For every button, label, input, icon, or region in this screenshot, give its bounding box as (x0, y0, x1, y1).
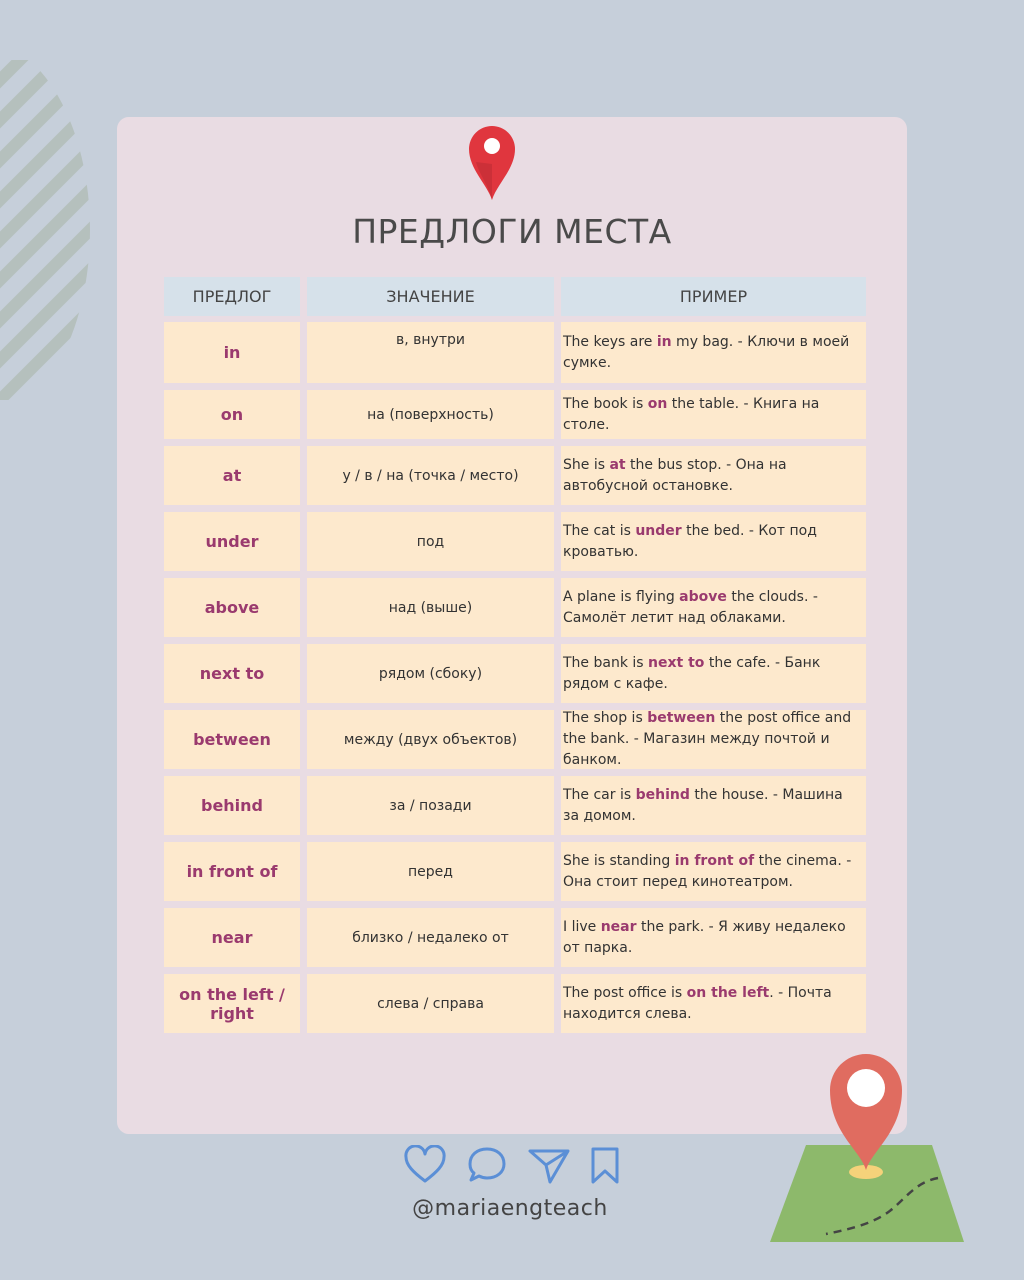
table-cell-meaning: слева / справа (307, 974, 554, 1033)
table-cell-example (561, 776, 866, 835)
table-cell-example (561, 446, 866, 505)
table-header-prep: ПРЕДЛОГ (164, 277, 300, 316)
example-text-before: The post office is (563, 984, 687, 1001)
example-highlight: behind (635, 786, 690, 803)
example-highlight: in (656, 333, 672, 350)
example-text-after: my bag. - Ключи в моей сумке. (563, 333, 850, 371)
table-cell-meaning: за / позади (307, 776, 554, 835)
example-text (563, 983, 862, 1025)
table-cell-example (561, 644, 866, 703)
example-text-after: the bus stop. - Она на автобусной остановке. (563, 456, 787, 494)
example-highlight: in front of (674, 852, 755, 869)
example-highlight: on (647, 395, 668, 412)
example-text-after: the house. - Машина за домом. (563, 786, 843, 824)
example-text-before: The bank is (563, 654, 649, 671)
location-pin-icon (467, 124, 517, 200)
example-text-after: . - Почта находится слева. (563, 984, 832, 1022)
example-text-before: The car is (563, 786, 636, 803)
table-cell-example (561, 390, 866, 439)
example-highlight: near (600, 918, 637, 935)
example-text-after: the park. - Я живу недалеко от парка. (563, 918, 846, 956)
example-text-after: the cinema. - Она стоит перед кинотеатром. (563, 852, 852, 890)
example-text (563, 653, 862, 695)
example-text-after: the table. - Книга на столе. (563, 395, 820, 433)
example-text-before: She is (563, 456, 610, 473)
table-cell-preposition: under (164, 512, 300, 571)
table-cell-preposition: in front of (164, 842, 300, 901)
example-text-before: I live (563, 918, 601, 935)
table-cell-preposition: on the left / right (164, 974, 300, 1033)
table-cell-meaning: близко / недалеко от (307, 908, 554, 967)
account-handle[interactable]: @mariaengteach (412, 1196, 608, 1221)
table-cell-preposition: next to (164, 644, 300, 703)
table-cell-example (561, 974, 866, 1033)
example-text (563, 587, 862, 629)
heart-icon[interactable] (403, 1145, 447, 1185)
table-cell-example (561, 842, 866, 901)
example-text (563, 785, 862, 827)
table-cell-meaning: перед (307, 842, 554, 901)
table-header-example: ПРИМЕР (561, 277, 866, 316)
example-text-after: the clouds. - Самолёт летит над облаками. (563, 588, 818, 626)
table-cell-example (561, 908, 866, 967)
table-cell-preposition: at (164, 446, 300, 505)
bookmark-icon[interactable] (588, 1145, 622, 1185)
table-cell-meaning: у / в / на (точка / место) (307, 446, 554, 505)
example-text (563, 917, 862, 959)
comment-icon[interactable] (466, 1145, 508, 1185)
table-cell-example (561, 710, 866, 769)
table-cell-meaning: над (выше) (307, 578, 554, 637)
example-text-before: She is standing (563, 852, 675, 869)
table-cell-example (561, 512, 866, 571)
example-highlight: between (647, 710, 716, 726)
example-text-after: the cafe. - Банк рядом с кафе. (563, 654, 821, 692)
example-highlight: above (679, 588, 727, 605)
table-cell-preposition: between (164, 710, 300, 769)
table-cell-meaning: на (поверхность) (307, 390, 554, 439)
example-text-after: the post office and the bank. - Магазин между почтой и банком. (563, 710, 852, 768)
table-cell-meaning: рядом (сбоку) (307, 644, 554, 703)
table-cell-preposition: in (164, 322, 300, 383)
example-text-before: A plane is flying (563, 588, 680, 605)
example-text-before: The keys are (563, 333, 657, 350)
example-text (563, 851, 862, 893)
example-text (563, 455, 862, 497)
table-cell-preposition: on (164, 390, 300, 439)
table-cell-meaning: под (307, 512, 554, 571)
example-text (563, 708, 862, 771)
example-text-before: The cat is (563, 522, 636, 539)
example-text (563, 521, 862, 563)
example-highlight: next to (648, 654, 705, 671)
table-cell-example (561, 578, 866, 637)
example-text (563, 394, 862, 436)
example-text-after: the bed. - Кот под кроватью. (563, 522, 817, 560)
page-title: ПРЕДЛОГИ МЕСТА (352, 212, 672, 251)
table-cell-preposition: above (164, 578, 300, 637)
table-cell-preposition: near (164, 908, 300, 967)
example-highlight: on the left (686, 984, 770, 1001)
table-cell-meaning: в, внутри (307, 322, 554, 383)
example-text-before: The shop is (563, 710, 648, 726)
example-text-before: The book is (563, 395, 648, 412)
example-text (563, 332, 862, 374)
map-pin-icon (766, 1050, 966, 1245)
example-highlight: at (609, 456, 626, 473)
table-cell-meaning: между (двух объектов) (307, 710, 554, 769)
table-cell-example (561, 322, 866, 383)
send-icon[interactable] (527, 1145, 571, 1185)
table-header-meaning: ЗНАЧЕНИЕ (307, 277, 554, 316)
table-cell-preposition: behind (164, 776, 300, 835)
decorative-stripes (0, 60, 100, 400)
example-highlight: under (635, 522, 682, 539)
